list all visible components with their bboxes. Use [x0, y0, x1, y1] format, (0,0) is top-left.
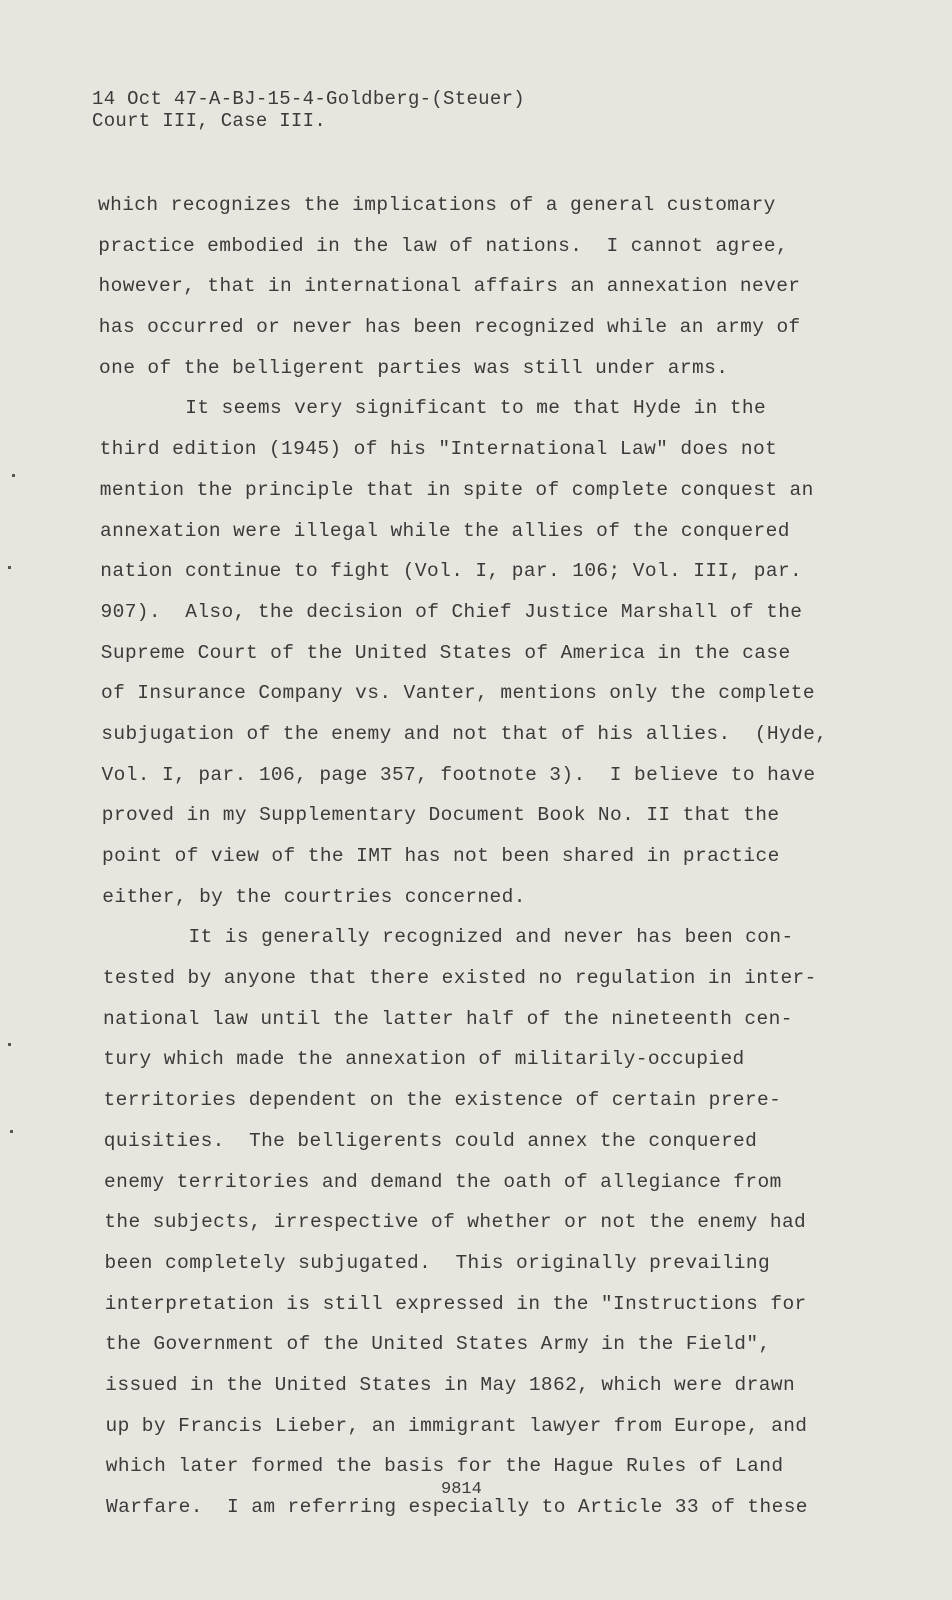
text-line: quisities. The belligerents could annex the conquered [103, 1129, 758, 1152]
text-line: 907). Also, the decision of Chief Justice Marshall of the [100, 600, 803, 623]
text-line: issued in the United States in May 1862, which were drawn [105, 1373, 796, 1396]
text-line: up by Francis Lieber, an immigrant lawyer from Europe, and [105, 1414, 808, 1437]
header-court: Court III, Case III. [92, 110, 327, 132]
text-line: enemy territories and demand the oath of allegiance from [104, 1170, 782, 1193]
text-line: which recognizes the implications of a general customary [98, 194, 776, 216]
text-line: the subjects, irrespective of whether or not the enemy had [104, 1211, 807, 1234]
text-line: It is generally recognized and never has been con- [188, 926, 794, 949]
text-line: mention the principle that in spite of complete conquest an [99, 478, 814, 501]
text-line: third edition (1945) of his "International Law" does not [99, 438, 778, 461]
document-header [92, 88, 525, 132]
margin-mark [12, 474, 15, 477]
text-line: Warfare. I am referring especially to Article 33 of these [106, 1496, 808, 1518]
document-body [98, 185, 858, 1528]
text-line: point of view of the IMT has not been shared in practice [102, 845, 780, 867]
text-line: territories dependent on the existence of certain prere- [103, 1089, 782, 1112]
text-line: proved in my Supplementary Document Book No. II that the [101, 804, 780, 827]
margin-mark [8, 566, 11, 569]
text-line: national law until the latter half of the nineteenth cen- [103, 1007, 793, 1030]
page-number: 9814 [441, 1480, 482, 1499]
text-line: tury which made the annexation of militarily-occupied [103, 1048, 745, 1071]
text-line: Supreme Court of the United States of America in the case [100, 641, 791, 664]
text-line: Vol. I, par. 106, page 357, footnote 3). I believe to have [101, 763, 816, 786]
text-line: however, that in international affairs an annexation never [98, 275, 801, 298]
text-line: has occurred or never has been recognized while an army of [98, 316, 801, 339]
text-line: nation continue to fight (Vol. I, par. 106; Vol. III, par. [100, 560, 803, 583]
text-line: practice embodied in the law of nations. I cannot agree, [98, 234, 789, 257]
text-line: the Government of the United States Army in the Field", [105, 1333, 771, 1356]
margin-mark [10, 1130, 13, 1133]
text-line: tested by anyone that there existed no regulation in inter- [102, 967, 817, 990]
text-line: of Insurance Company vs. Vanter, mentions only the complete [101, 682, 816, 705]
text-line: either, by the courtries concerned. [102, 885, 526, 908]
text-line: subjugation of the enemy and not that of his allies. (Hyde, [101, 722, 828, 745]
text-line: been completely subjugated. This originally prevailing [104, 1251, 771, 1274]
header-reference: 14 Oct 47-A-BJ-15-4-Goldberg-(Steuer) [92, 88, 525, 110]
text-line: interpretation is still expressed in the "Instructions for [104, 1292, 807, 1315]
text-line: one of the belligerent parties was still under arms. [99, 356, 729, 379]
text-line: which later formed the basis for the Hague Rules of Land [105, 1455, 784, 1478]
margin-mark [8, 1043, 11, 1046]
text-line: annexation were illegal while the allies of the conquered [100, 519, 790, 542]
text-line: It seems very significant to me that Hyde in the [185, 397, 767, 420]
